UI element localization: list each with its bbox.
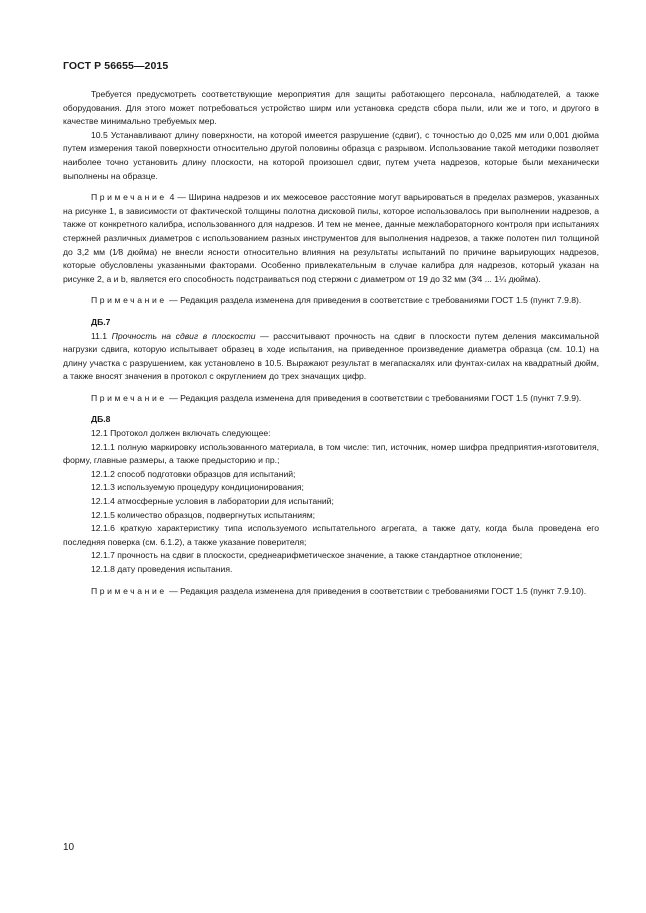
list-item-12-1-3: 12.1.3 используемую процедуру кондиционирования; bbox=[91, 482, 304, 493]
note-text: — Редакция раздела изменена для приведения в соответствии с требованиями ГОСТ 1.5 (пункт 7.9.10). bbox=[166, 585, 587, 596]
note-text: — Редакция раздела изменена для приведения в соответствие с требованиями ГОСТ 1.5 (пункт 7.9.8). bbox=[166, 295, 582, 306]
list-item-12-1-8: 12.1.8 дату проведения испытания. bbox=[91, 564, 233, 574]
list-item-12-1-2: 12.1.2 способ подготовки образцов для испытаний; bbox=[91, 468, 296, 479]
note-db7 bbox=[63, 392, 599, 406]
note-4 bbox=[63, 191, 599, 286]
note-label: Примечание bbox=[91, 585, 167, 596]
paragraph-10-5: 10.5 Устанавливают длину поверхности, на которой имеется разрушение (сдвиг), с точностью до 0,025 мм или 0,001 дюйма путем измерения такой поверхности относительно другой половины образца с разрывом. Использование такой методики позволяет наиболее точно установить длину плоскости, на которой произошел сдвиг, путем учета надрезов, которые были механически выполнены на образце. bbox=[63, 129, 599, 181]
document-header: ГОСТ Р 56655—2015 bbox=[63, 60, 169, 72]
note-db6 bbox=[63, 294, 599, 308]
defined-term: Прочность на сдвиг в плоскости bbox=[111, 330, 256, 341]
list-item-12-1: 12.1 Протокол должен включать следующее: bbox=[91, 428, 271, 439]
page-number: 10 bbox=[63, 842, 75, 853]
paragraph-11-1 bbox=[63, 330, 599, 384]
note-label: Примечание bbox=[91, 192, 167, 203]
list-item-12-1-5: 12.1.5 количество образцов, подвергнутых испытаниям; bbox=[91, 509, 316, 520]
definition-text: — рассчитывают прочность на сдвиг в плоскости путем деления максимальной нагрузки сдвига, которую испытывает образец в ходе испытания, на приведенное произведение диаметра образца (см. 10.1) на длину участка с разрушением, как установлено в 10.5. Выражают результат в мегапаскалях или фунтах-силах на квадратный дюйм, а также вносят значения в протокол с округлением до трех значащих цифр. bbox=[63, 330, 599, 382]
note-label: Примечание bbox=[91, 295, 167, 306]
note-text: — Редакция раздела изменена для приведения в соответствии с требованиями ГОСТ 1.5 (пункт 7.9.9). bbox=[166, 392, 582, 403]
section-heading-db7: ДБ.7 bbox=[91, 316, 111, 327]
paragraph-safety: Требуется предусмотреть соответствующие мероприятия для защиты работающего персонала, наблюдателей, а также оборудования. Для этого может потребоваться устройство ширм или установка средств сбора пыли, или же и того, и другого в качестве минимально требуемых мер. bbox=[63, 89, 599, 127]
section-heading-db8: ДБ.8 bbox=[91, 414, 111, 425]
list-item-12-1-4: 12.1.4 атмосферные условия в лаборатории для испытаний; bbox=[91, 496, 334, 507]
note-label: Примечание bbox=[91, 392, 167, 403]
list-item-12-1-6: 12.1.6 краткую характеристику типа используемого испытательного агрегата, а также дату, когда была проведена его последняя поверка (см. 6.1.2), а также указание поверителя; bbox=[63, 523, 599, 547]
document-body bbox=[63, 88, 599, 598]
list-item-12-1-7: 12.1.7 прочность на сдвиг в плоскости, среднеарифметическое значение, а также стандартное отклонение; bbox=[91, 550, 523, 561]
clause-number: 11.1 bbox=[91, 330, 112, 341]
list-item-12-1-1: 12.1.1 полную маркировку использованного материала, в том числе: тип, источник, номер шифра предприятия-изготовителя, форму, главные размеры, а также предысторию и пр.; bbox=[63, 441, 599, 466]
note-text: 4 — Ширина надрезов и их межосевое расстояние могут варьироваться в пределах размеров, указанных на рисунке 1, в зависимости от фактической толщины полотна дисковой пилы, которое использовалось при выполнении надрезов, а также от конкретного калибра, использованного для надрезов. И тем не менее, данные межлабораторного контроля при испытаниях стержней различных диаметров с использованием разных инструментов для выполнения надрезов, а также полотен пил толщиной до 3,2 мм (1⁄8 дюйма) не внесли ясности относительно влияния на результаты испытаний по причине варьирующих надрезов, которые обусловлены указанными факторами. Особенно привлекательным в случае калибра для надрезов, который указан на рисунке 2, a и b, является его способность подстраиваться под стержни с диаметром от 19 до 32 мм (3⁄4 ... 1¼ дюйма). bbox=[63, 192, 599, 284]
note-db8 bbox=[63, 585, 599, 599]
